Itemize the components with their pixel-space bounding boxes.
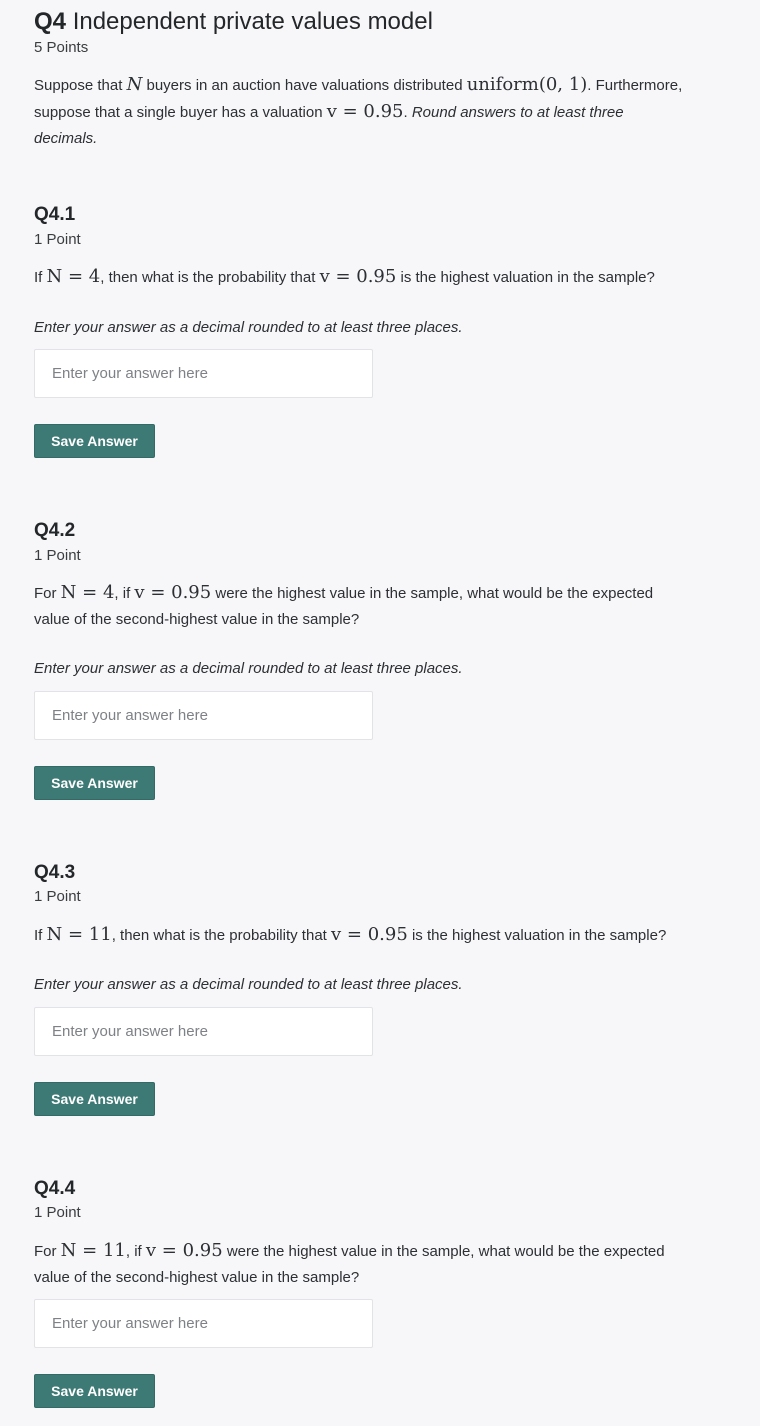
prompt-text: , if bbox=[114, 585, 131, 602]
math-valuation: v = 0.95 bbox=[326, 101, 404, 122]
prompt-text: If bbox=[34, 269, 43, 286]
prompt-text: , if bbox=[125, 1243, 142, 1260]
math-valuation: v = 0.95 bbox=[145, 1240, 223, 1261]
math-n-value: N = 4 bbox=[60, 582, 115, 603]
intro-line2: suppose that a single buyer has a valuation bbox=[34, 104, 323, 121]
prompt-text: For bbox=[34, 1243, 57, 1260]
subquestion-prompt bbox=[34, 264, 655, 291]
answer-input[interactable] bbox=[34, 1007, 373, 1056]
prompt-text: For bbox=[34, 585, 57, 602]
answer-instruction: Enter your answer as a decimal rounded to at least three places. bbox=[34, 319, 463, 336]
question-title-text: Independent private values model bbox=[72, 8, 433, 35]
prompt-text: , then what is the probability that bbox=[111, 927, 327, 944]
math-valuation: v = 0.95 bbox=[319, 266, 397, 287]
answer-input[interactable] bbox=[34, 349, 373, 398]
save-answer-button[interactable]: Save Answer bbox=[34, 1374, 155, 1408]
question-intro: Suppose that N buyers in an auction have valuations distributed uniform(0, 1). Furthermore, suppose that a single buyer has a valuation v = 0.95. Round answers to at least three decimals. bbox=[34, 72, 746, 152]
save-answer-button[interactable]: Save Answer bbox=[34, 424, 155, 458]
subquestion-number: Q4.3 bbox=[34, 862, 76, 883]
math-n-value: N = 4 bbox=[46, 266, 101, 287]
question-title bbox=[34, 7, 433, 37]
subquestion-points: 1 Point bbox=[34, 1204, 81, 1221]
subquestion-number: Q4.2 bbox=[34, 520, 76, 541]
prompt-text: , then what is the probability that bbox=[100, 269, 316, 286]
math-distribution: uniform(0, 1) bbox=[466, 74, 588, 95]
intro-furthermore: . Furthermore, bbox=[587, 77, 683, 94]
math-n: N bbox=[126, 74, 143, 95]
answer-instruction: Enter your answer as a decimal rounded to at least three places. bbox=[34, 976, 463, 993]
question-number: Q4 bbox=[34, 8, 67, 35]
prompt-text: were the highest value in the sample, what would be the expected bbox=[226, 1243, 665, 1260]
subquestion-prompt bbox=[34, 922, 666, 949]
prompt-text: were the highest value in the sample, what would be the expected bbox=[215, 585, 654, 602]
subquestion-points: 1 Point bbox=[34, 888, 81, 905]
math-n-value: N = 11 bbox=[46, 924, 112, 945]
prompt-text: If bbox=[34, 927, 43, 944]
question-points: 5 Points bbox=[34, 39, 89, 56]
prompt-text: is the highest valuation in the sample? bbox=[400, 269, 655, 286]
save-answer-button[interactable]: Save Answer bbox=[34, 766, 155, 800]
intro-round-note: Round answers to at least three bbox=[411, 104, 624, 121]
subquestion-number: Q4.1 bbox=[34, 204, 76, 225]
subquestion-points: 1 Point bbox=[34, 547, 81, 564]
subquestion-number: Q4.4 bbox=[34, 1178, 76, 1199]
math-valuation: v = 0.95 bbox=[331, 924, 408, 945]
prompt-text: value of the second-highest value in the sample? bbox=[34, 611, 360, 628]
math-n-value: N = 11 bbox=[60, 1240, 126, 1261]
prompt-text: is the highest valuation in the sample? bbox=[411, 927, 667, 944]
math-valuation: v = 0.95 bbox=[134, 582, 212, 603]
intro-suppose: Suppose that bbox=[34, 77, 123, 94]
subquestion-prompt bbox=[34, 1238, 746, 1291]
save-answer-button[interactable]: Save Answer bbox=[34, 1082, 155, 1116]
subquestion-prompt bbox=[34, 580, 746, 633]
subquestion-points: 1 Point bbox=[34, 231, 81, 248]
answer-input[interactable] bbox=[34, 1299, 373, 1348]
intro-buyers-text: buyers in an auction have valuations distributed bbox=[146, 77, 463, 94]
intro-decimals: decimals. bbox=[34, 130, 98, 147]
prompt-text: value of the second-highest value in the sample? bbox=[34, 1269, 360, 1286]
answer-instruction: Enter your answer as a decimal rounded to at least three places. bbox=[34, 660, 463, 677]
answer-input[interactable] bbox=[34, 691, 373, 740]
